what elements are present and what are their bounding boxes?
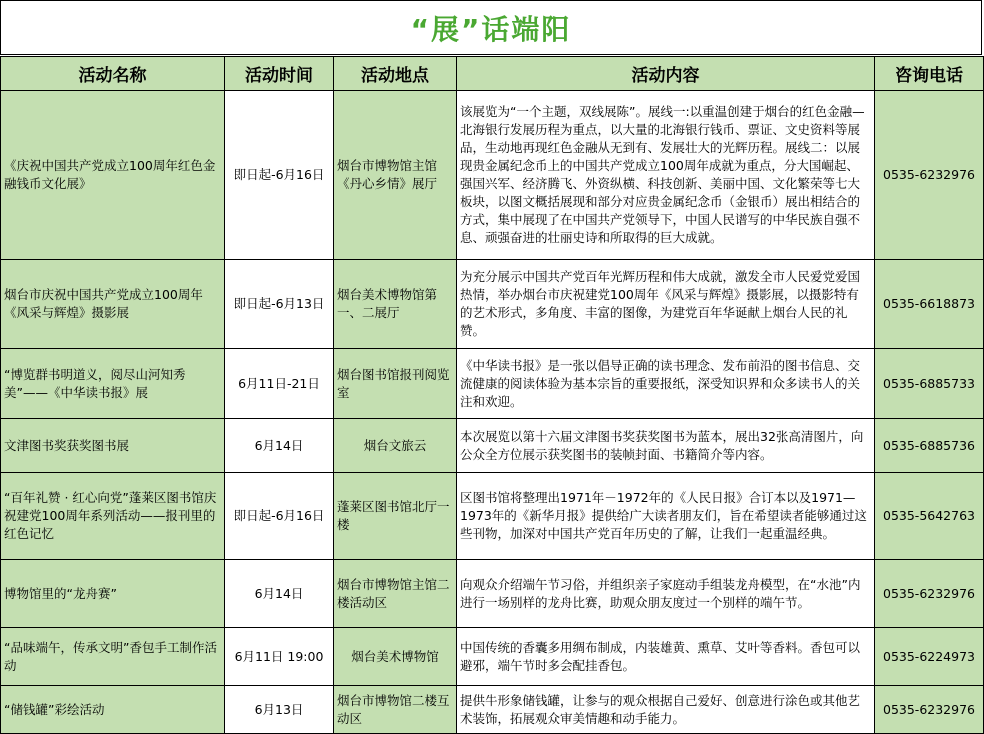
header-time: 活动时间 (225, 57, 334, 91)
event-content: 向观众介绍端午节习俗，并组织亲子家庭动手组装龙舟模型，在“水池”内进行一场别样的龙舟比赛，助观众朋友度过一个别样的端午节。 (457, 560, 875, 628)
event-place: 蓬莱区图书馆北厅一楼 (334, 473, 457, 560)
event-content: 该展览为“一个主题，双线展陈”。展线一:以重温创建于烟台的红色金融—北海银行发展历程为重点，以大量的北海银行钱币、票证、文史资料等展品，生动地再现红色金融从无到有、发展壮大的光辉历程。展线二：以展现贵金属纪念币上的中国共产党成立100周年成就为重点，分大国崛起、强国兴军、经济腾飞、外资纵横、科技创新、美丽中国、文化繁荣等七大板块，以图文概括展现和部分对应贵金属纪念币（金银币）展出相结合的方式，集中展现了在中国共产党领导下，中国人民谱写的中华民族自强不息、顽强奋进的壮丽史诗和所取得的巨大成就。 (457, 91, 875, 260)
event-name: 博物馆里的“龙舟赛” (1, 560, 225, 628)
table-row (1, 628, 984, 686)
event-content: 提供牛形象储钱罐，让参与的观众根据自己爱好、创意进行涂色或其他艺术装饰，拓展观众审美情趣和动手能力。 (457, 686, 875, 734)
event-time: 6月14日 (225, 419, 334, 473)
sheet-title: “展”话端阳 (0, 0, 982, 55)
events-table (0, 56, 984, 734)
event-phone: 0535-6232976 (875, 91, 984, 260)
event-phone: 0535-6224973 (875, 628, 984, 686)
event-phone: 0535-6232976 (875, 560, 984, 628)
event-time: 即日起-6月13日 (225, 260, 334, 349)
event-place: 烟台市博物馆二楼互动区 (334, 686, 457, 734)
table-row (1, 473, 984, 560)
event-place: 烟台美术博物馆第一、二展厅 (334, 260, 457, 349)
event-content: 《中华读书报》是一张以倡导正确的读书理念、发布前沿的图书信息、交流健康的阅读体验为基本宗旨的重要报纸，深受知识界和众多读书人的关注和欢迎。 (457, 349, 875, 419)
event-phone: 0535-6232976 (875, 686, 984, 734)
header-phone: 咨询电话 (875, 57, 984, 91)
event-place: 烟台市博物馆主馆二楼活动区 (334, 560, 457, 628)
event-name: “品味端午，传承文明”香包手工制作活动 (1, 628, 225, 686)
table-row (1, 91, 984, 260)
event-name: 《庆祝中国共产党成立100周年红色金融钱币文化展》 (1, 91, 225, 260)
event-place: 烟台美术博物馆 (334, 628, 457, 686)
event-content: 本次展览以第十六届文津图书奖获奖图书为蓝本，展出32张高清图片，向公众全方位展示获奖图书的装帧封面、书籍简介等内容。 (457, 419, 875, 473)
event-place: 烟台图书馆报刊阅览室 (334, 349, 457, 419)
event-time: 6月11日-21日 (225, 349, 334, 419)
event-phone: 0535-6885736 (875, 419, 984, 473)
event-name: 文津图书奖获奖图书展 (1, 419, 225, 473)
event-phone: 0535-6618873 (875, 260, 984, 349)
event-time: 即日起-6月16日 (225, 473, 334, 560)
event-place: 烟台文旅云 (334, 419, 457, 473)
event-time: 即日起-6月16日 (225, 91, 334, 260)
event-content: 为充分展示中国共产党百年光辉历程和伟大成就，激发全市人民爱党爱国热情，举办烟台市庆祝建党100周年《风采与辉煌》摄影展，以摄影特有的艺术形式，多角度、丰富的图像，为建党百年华诞献上烟台人民的礼赞。 (457, 260, 875, 349)
header-row (1, 57, 984, 91)
event-time: 6月11日 19:00 (225, 628, 334, 686)
event-name: “储钱罐”彩绘活动 (1, 686, 225, 734)
header-place: 活动地点 (334, 57, 457, 91)
table-row (1, 349, 984, 419)
event-time: 6月14日 (225, 560, 334, 628)
table-row (1, 560, 984, 628)
event-name: “百年礼赞 · 红心向党”蓬莱区图书馆庆祝建党100周年系列活动——报刊里的红色记忆 (1, 473, 225, 560)
event-phone: 0535-6885733 (875, 349, 984, 419)
event-place: 烟台市博物馆主馆《丹心乡情》展厅 (334, 91, 457, 260)
event-phone: 0535-5642763 (875, 473, 984, 560)
header-name: 活动名称 (1, 57, 225, 91)
table-row (1, 419, 984, 473)
event-name: “博览群书明道义，阅尽山河知秀美”——《中华读书报》展 (1, 349, 225, 419)
event-name: 烟台市庆祝中国共产党成立100周年《风采与辉煌》摄影展 (1, 260, 225, 349)
event-content: 区图书馆将整理出1971年－1972年的《人民日报》合订本以及1971—1973年的《新华月报》提供给广大读者朋友们，旨在希望读者能够通过这些刊物，加深对中国共产党百年历史的了解，让我们一起重温经典。 (457, 473, 875, 560)
header-content: 活动内容 (457, 57, 875, 91)
table-row (1, 260, 984, 349)
event-time: 6月13日 (225, 686, 334, 734)
table-row (1, 686, 984, 734)
event-content: 中国传统的香囊多用绸布制成，内装雄黄、熏草、艾叶等香料。香包可以避邪，端午节时多会配挂香包。 (457, 628, 875, 686)
